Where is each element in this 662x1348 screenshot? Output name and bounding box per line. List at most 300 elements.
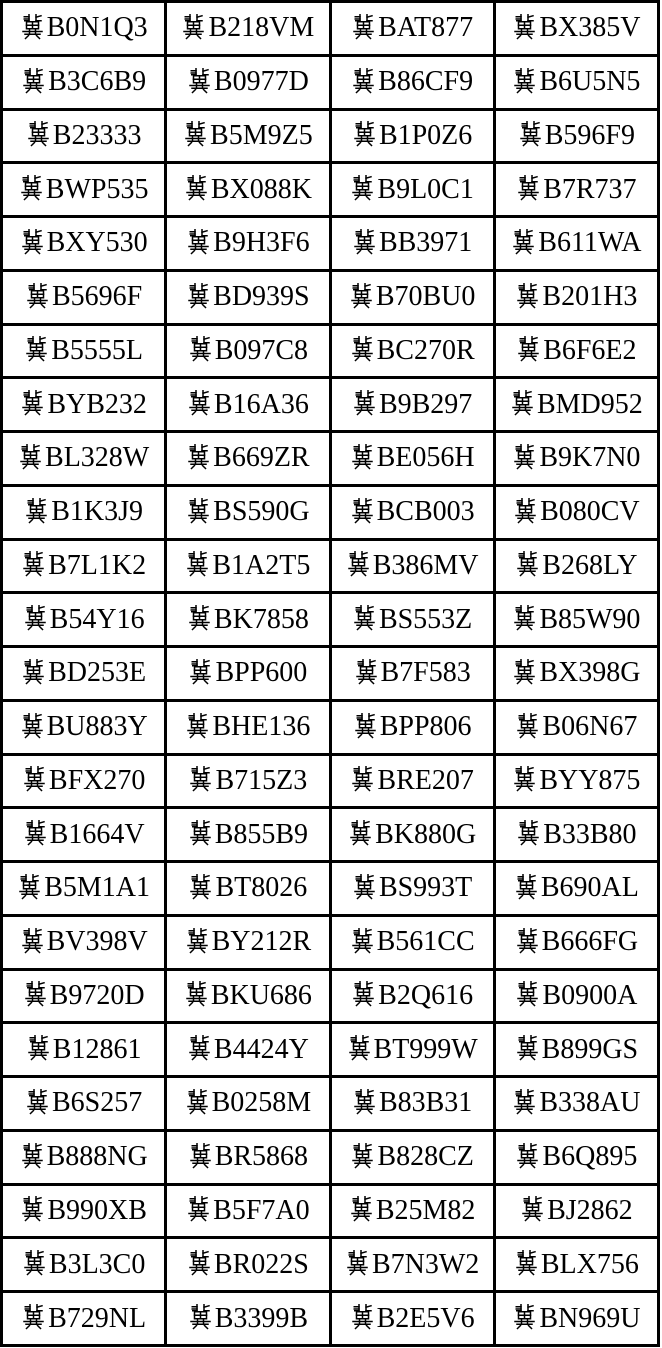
- plate-code: B855B9: [214, 818, 309, 850]
- license-plate: [186, 444, 309, 472]
- license-plate: [188, 874, 307, 902]
- plate-cell: [2, 593, 166, 647]
- table-row: [2, 163, 659, 217]
- plate-cell: [494, 163, 658, 217]
- license-plate: [21, 659, 146, 687]
- license-plate: [17, 874, 150, 902]
- hebei-province-character-icon: [20, 712, 45, 739]
- hebei-province-character-icon: [350, 765, 375, 792]
- hebei-province-character-icon: [352, 1088, 377, 1115]
- plate-cell: [2, 378, 166, 432]
- hebei-province-character-icon: [24, 497, 49, 524]
- hebei-province-character-icon: [512, 67, 537, 94]
- license-plate: [19, 173, 149, 205]
- plate-code: B7F583: [380, 657, 471, 689]
- hebei-province-character-icon: [20, 13, 45, 40]
- plate-cell: [2, 700, 166, 754]
- license-plate: [18, 444, 149, 472]
- plate-cell: [166, 539, 330, 593]
- plate-cell: [166, 163, 330, 217]
- license-plate: [20, 229, 148, 257]
- hebei-province-character-icon: [350, 335, 375, 362]
- plate-code: BMD952: [536, 388, 643, 420]
- plate-code: B3C6B9: [48, 66, 147, 98]
- license-plate: [513, 498, 640, 526]
- plate-cell: [494, 754, 658, 808]
- hebei-province-character-icon: [516, 335, 541, 362]
- table-row: [2, 808, 659, 862]
- plate-code: B9B297: [378, 388, 473, 420]
- plate-code: BX398G: [539, 657, 641, 689]
- license-plate: [515, 1033, 639, 1065]
- plate-cell: [2, 1077, 166, 1131]
- license-plate: [512, 1089, 640, 1117]
- plate-code: B4424Y: [213, 1033, 309, 1065]
- license-plate: [24, 498, 143, 526]
- plate-cell: [494, 1184, 658, 1238]
- plate-code: BHE136: [212, 711, 311, 743]
- plate-cell: [330, 378, 494, 432]
- plate-code: BYY875: [539, 764, 641, 796]
- plate-code: B0977D: [213, 66, 309, 98]
- table-row: [2, 700, 659, 754]
- license-plate: [350, 1302, 475, 1334]
- license-plate: [511, 229, 641, 257]
- license-plate: [352, 874, 472, 902]
- license-plate: [188, 659, 307, 687]
- hebei-province-character-icon: [350, 174, 375, 201]
- plate-code: B7L1K2: [48, 549, 147, 581]
- hebei-province-character-icon: [26, 1034, 51, 1061]
- hebei-province-character-icon: [187, 604, 212, 631]
- license-plate: [21, 1302, 147, 1334]
- plate-code: BFX270: [48, 764, 146, 796]
- license-plate: [352, 388, 473, 420]
- plate-code: BPP600: [215, 657, 308, 689]
- hebei-province-character-icon: [353, 712, 378, 739]
- plate-code: B6U5N5: [539, 66, 641, 98]
- plate-cell: [494, 915, 658, 969]
- plate-code: B1664V: [49, 818, 145, 850]
- plate-cell: [330, 55, 494, 109]
- hebei-province-character-icon: [188, 765, 213, 792]
- hebei-province-character-icon: [185, 1088, 210, 1115]
- plate-cell: [330, 2, 494, 56]
- plate-cell: [330, 593, 494, 647]
- license-plate: [351, 14, 473, 42]
- license-plate: [23, 818, 145, 850]
- hebei-province-character-icon: [188, 1142, 213, 1169]
- license-plate: [515, 283, 637, 311]
- hebei-province-character-icon: [349, 282, 374, 309]
- plate-code: B1P0Z6: [378, 119, 473, 151]
- hebei-province-character-icon: [22, 765, 47, 792]
- plate-cell: [330, 432, 494, 486]
- hebei-province-character-icon: [181, 13, 206, 40]
- license-plate: [354, 659, 471, 687]
- plate-cell: [166, 324, 330, 378]
- hebei-province-character-icon: [512, 658, 537, 685]
- plate-code: BAT877: [378, 12, 474, 44]
- plate-cell: [494, 969, 658, 1023]
- license-plate: [22, 1248, 146, 1280]
- hebei-province-character-icon: [512, 604, 537, 631]
- table-row: [2, 915, 659, 969]
- hebei-province-character-icon: [186, 1195, 211, 1222]
- hebei-province-character-icon: [188, 658, 213, 685]
- hebei-province-character-icon: [184, 174, 209, 201]
- plate-cell: [330, 1292, 494, 1346]
- hebei-province-character-icon: [351, 67, 376, 94]
- plate-cell: [166, 1023, 330, 1077]
- license-plate: [20, 928, 148, 956]
- plate-code: B268LY: [542, 549, 638, 581]
- plate-cell: [2, 163, 166, 217]
- plate-code: B201H3: [542, 281, 638, 313]
- table-row: [2, 1184, 659, 1238]
- hebei-province-character-icon: [352, 604, 377, 631]
- license-plate: [352, 229, 472, 257]
- plate-cell: [2, 1238, 166, 1292]
- hebei-province-character-icon: [350, 497, 375, 524]
- plate-cell: [166, 432, 330, 486]
- plate-code: BYB232: [47, 388, 147, 420]
- plate-code: B33B80: [543, 818, 637, 850]
- hebei-province-character-icon: [187, 389, 212, 416]
- table-row: [2, 485, 659, 539]
- hebei-province-character-icon: [26, 120, 51, 147]
- plate-cell: [166, 754, 330, 808]
- license-plate: [351, 68, 473, 96]
- hebei-province-character-icon: [346, 550, 371, 577]
- plate-code: BR5868: [214, 1141, 309, 1173]
- license-plate: [188, 334, 309, 366]
- plate-code: B338AU: [539, 1087, 641, 1119]
- plate-code: B715Z3: [215, 764, 308, 796]
- plate-code: B9K7N0: [539, 442, 641, 474]
- license-plate: [186, 229, 309, 257]
- license-plate: [187, 1033, 309, 1065]
- plate-cell: [2, 270, 166, 324]
- license-plate: [514, 1248, 639, 1280]
- plate-code: BX385V: [539, 12, 641, 44]
- plate-code: B990XB: [47, 1194, 147, 1226]
- plate-code: B5M1A1: [44, 872, 151, 904]
- plate-code: BS590G: [213, 496, 310, 528]
- plate-cell: [330, 754, 494, 808]
- license-plate: [187, 68, 309, 96]
- license-plate: [512, 764, 641, 796]
- plate-code: B83B31: [378, 1087, 473, 1119]
- plate-cell: [494, 700, 658, 754]
- plate-code: B561CC: [376, 926, 475, 958]
- plate-cell: [2, 432, 166, 486]
- plate-cell: [330, 700, 494, 754]
- hebei-province-character-icon: [23, 604, 48, 631]
- license-plate: [512, 14, 640, 42]
- hebei-province-character-icon: [187, 1034, 212, 1061]
- plate-code: BN969U: [539, 1302, 641, 1334]
- table-row: [2, 1077, 659, 1131]
- hebei-province-character-icon: [348, 819, 373, 846]
- plate-cell: [494, 109, 658, 163]
- hebei-province-character-icon: [515, 1142, 540, 1169]
- plate-cell: [330, 1130, 494, 1184]
- license-plate: [514, 874, 639, 902]
- license-plate: [512, 603, 641, 635]
- license-plate: [183, 119, 313, 151]
- hebei-province-character-icon: [21, 1303, 46, 1330]
- plate-code: B2Q616: [378, 979, 474, 1011]
- plate-code: B6Q895: [542, 1141, 638, 1173]
- table-row: [2, 324, 659, 378]
- license-plate: [515, 928, 638, 956]
- license-plate: [185, 713, 310, 741]
- plate-code: B85W90: [539, 603, 641, 635]
- hebei-province-character-icon: [516, 174, 541, 201]
- plate-cell: [494, 1023, 658, 1077]
- plate-code: B7N3W2: [371, 1248, 480, 1280]
- hebei-province-character-icon: [515, 550, 540, 577]
- plate-cell: [494, 270, 658, 324]
- plate-code: BCB003: [376, 496, 475, 528]
- license-plate: [20, 1194, 147, 1226]
- license-plate: [185, 928, 312, 956]
- license-plate: [20, 14, 148, 42]
- license-plate: [188, 1302, 309, 1334]
- plate-cell: [2, 969, 166, 1023]
- license-plate: [520, 1194, 633, 1226]
- hebei-province-character-icon: [17, 873, 42, 900]
- hebei-province-character-icon: [520, 1195, 545, 1222]
- table-row: [2, 1238, 659, 1292]
- plate-cell: [330, 862, 494, 916]
- hebei-province-character-icon: [20, 228, 45, 255]
- license-plate: [348, 818, 477, 850]
- plate-code: BV398V: [46, 926, 148, 958]
- plate-code: BB3971: [378, 227, 473, 259]
- license-plate: [345, 1248, 480, 1280]
- plate-code: B86CF9: [378, 66, 474, 98]
- plate-cell: [2, 2, 166, 56]
- license-plate: [188, 818, 309, 850]
- hebei-province-character-icon: [512, 765, 537, 792]
- plate-cell: [330, 1184, 494, 1238]
- plate-code: B54Y16: [49, 603, 145, 635]
- plate-cell: [166, 969, 330, 1023]
- license-plate-table-body: [2, 2, 659, 1346]
- plate-cell: [494, 593, 658, 647]
- hebei-province-character-icon: [512, 1303, 537, 1330]
- plate-cell: [330, 324, 494, 378]
- plate-cell: [494, 55, 658, 109]
- plate-code: B12861: [52, 1033, 142, 1065]
- plate-cell: [166, 700, 330, 754]
- license-plate: [512, 444, 640, 472]
- license-plate: [21, 68, 146, 96]
- plate-code: BS553Z: [378, 603, 473, 635]
- plate-cell: [166, 217, 330, 271]
- plate-cell: [494, 1238, 658, 1292]
- license-plate: [187, 603, 309, 635]
- plate-code: B899GS: [541, 1033, 639, 1065]
- license-plate: [20, 713, 148, 741]
- hebei-province-character-icon: [20, 1195, 45, 1222]
- table-row: [2, 432, 659, 486]
- license-plate: [351, 979, 474, 1011]
- plate-cell: [166, 647, 330, 701]
- plate-code: B25M82: [375, 1194, 476, 1226]
- hebei-province-character-icon: [351, 980, 376, 1007]
- plate-code: BL328W: [45, 442, 150, 474]
- plate-code: B690AL: [540, 872, 639, 904]
- plate-cell: [494, 485, 658, 539]
- plate-code: BT999W: [373, 1033, 478, 1065]
- license-plate: [186, 283, 309, 311]
- plate-code: BU883Y: [46, 711, 148, 743]
- table-row: [2, 1023, 659, 1077]
- plate-cell: [2, 485, 166, 539]
- license-plate: [23, 979, 145, 1011]
- plate-code: B669ZR: [213, 442, 310, 474]
- license-plate: [26, 1033, 142, 1065]
- plate-cell: [494, 217, 658, 271]
- hebei-province-character-icon: [515, 282, 540, 309]
- license-plate: [512, 659, 640, 687]
- plate-cell: [330, 969, 494, 1023]
- plate-cell: [494, 647, 658, 701]
- plate-code: B06N67: [542, 711, 638, 743]
- hebei-province-character-icon: [515, 927, 540, 954]
- hebei-province-character-icon: [514, 1249, 539, 1276]
- hebei-province-character-icon: [186, 443, 211, 470]
- plate-cell: [2, 1130, 166, 1184]
- table-row: [2, 1130, 659, 1184]
- plate-code: B2E5V6: [376, 1302, 475, 1334]
- plate-cell: [166, 915, 330, 969]
- plate-code: B0900A: [542, 979, 638, 1011]
- license-plate: [23, 603, 145, 635]
- plate-code: B5M9Z5: [210, 119, 313, 151]
- plate-cell: [2, 1184, 166, 1238]
- plate-cell: [2, 55, 166, 109]
- plate-code: BT8026: [215, 872, 308, 904]
- hebei-province-character-icon: [20, 927, 45, 954]
- hebei-province-character-icon: [183, 120, 208, 147]
- plate-cell: [2, 217, 166, 271]
- license-plate: [349, 1194, 476, 1226]
- table-row: [2, 270, 659, 324]
- license-plate: [350, 334, 475, 366]
- hebei-province-character-icon: [187, 67, 212, 94]
- license-plate: [350, 928, 475, 956]
- hebei-province-character-icon: [22, 1249, 47, 1276]
- hebei-province-character-icon: [352, 228, 377, 255]
- hebei-province-character-icon: [516, 819, 541, 846]
- hebei-province-character-icon: [514, 873, 539, 900]
- license-plate: [184, 173, 312, 205]
- license-plate: [350, 1143, 473, 1171]
- plate-code: B7R737: [543, 173, 637, 205]
- plate-cell: [494, 862, 658, 916]
- plate-code: B70BU0: [375, 281, 476, 313]
- plate-code: BK7858: [213, 603, 309, 635]
- plate-cell: [330, 1077, 494, 1131]
- license-plate: [185, 549, 311, 581]
- license-plate: [516, 334, 637, 366]
- hebei-province-character-icon: [185, 712, 210, 739]
- table-row: [2, 1292, 659, 1346]
- license-plate: [20, 1143, 148, 1171]
- plate-code: B5696F: [52, 281, 143, 313]
- license-plate: [346, 549, 479, 581]
- plate-cell: [494, 1292, 658, 1346]
- plate-code: B0258M: [211, 1087, 312, 1119]
- hebei-province-character-icon: [351, 13, 376, 40]
- hebei-province-character-icon: [515, 712, 540, 739]
- table-row: [2, 593, 659, 647]
- hebei-province-character-icon: [185, 550, 210, 577]
- license-plate: [185, 1089, 312, 1117]
- hebei-province-character-icon: [512, 13, 537, 40]
- table-row: [2, 539, 659, 593]
- plate-cell: [330, 163, 494, 217]
- plate-cell: [2, 324, 166, 378]
- plate-code: B16A36: [213, 388, 309, 420]
- plate-cell: [330, 217, 494, 271]
- hebei-province-character-icon: [187, 1249, 212, 1276]
- plate-cell: [166, 109, 330, 163]
- license-plate: [350, 444, 475, 472]
- hebei-province-character-icon: [20, 389, 45, 416]
- license-plate: [25, 283, 142, 311]
- hebei-province-character-icon: [23, 980, 48, 1007]
- plate-code: BS993T: [378, 872, 473, 904]
- hebei-province-character-icon: [25, 1088, 50, 1115]
- plate-cell: [2, 109, 166, 163]
- license-plate: [186, 498, 309, 526]
- plate-cell: [330, 647, 494, 701]
- table-row: [2, 55, 659, 109]
- license-plate: [352, 603, 473, 635]
- license-plate: [518, 119, 635, 151]
- table-row: [2, 217, 659, 271]
- license-plate: [349, 283, 476, 311]
- hebei-province-character-icon: [512, 1088, 537, 1115]
- hebei-province-character-icon: [345, 1249, 370, 1276]
- plate-cell: [494, 1077, 658, 1131]
- plate-code: B080CV: [540, 496, 640, 528]
- hebei-province-character-icon: [188, 1303, 213, 1330]
- table-row: [2, 109, 659, 163]
- hebei-province-character-icon: [25, 282, 50, 309]
- plate-cell: [330, 915, 494, 969]
- plate-cell: [166, 270, 330, 324]
- license-plate: [347, 1033, 478, 1065]
- license-plate: [186, 1194, 310, 1226]
- hebei-province-character-icon: [350, 927, 375, 954]
- plate-code: BPP806: [379, 711, 472, 743]
- plate-cell: [166, 593, 330, 647]
- plate-code: B218VM: [208, 12, 315, 44]
- table-row: [2, 378, 659, 432]
- table-row: [2, 2, 659, 56]
- plate-code: BX088K: [210, 173, 312, 205]
- hebei-province-character-icon: [511, 228, 536, 255]
- plate-code: B5F7A0: [213, 1194, 310, 1226]
- plate-code: B3L3C0: [48, 1248, 146, 1280]
- plate-code: BKU686: [210, 979, 312, 1011]
